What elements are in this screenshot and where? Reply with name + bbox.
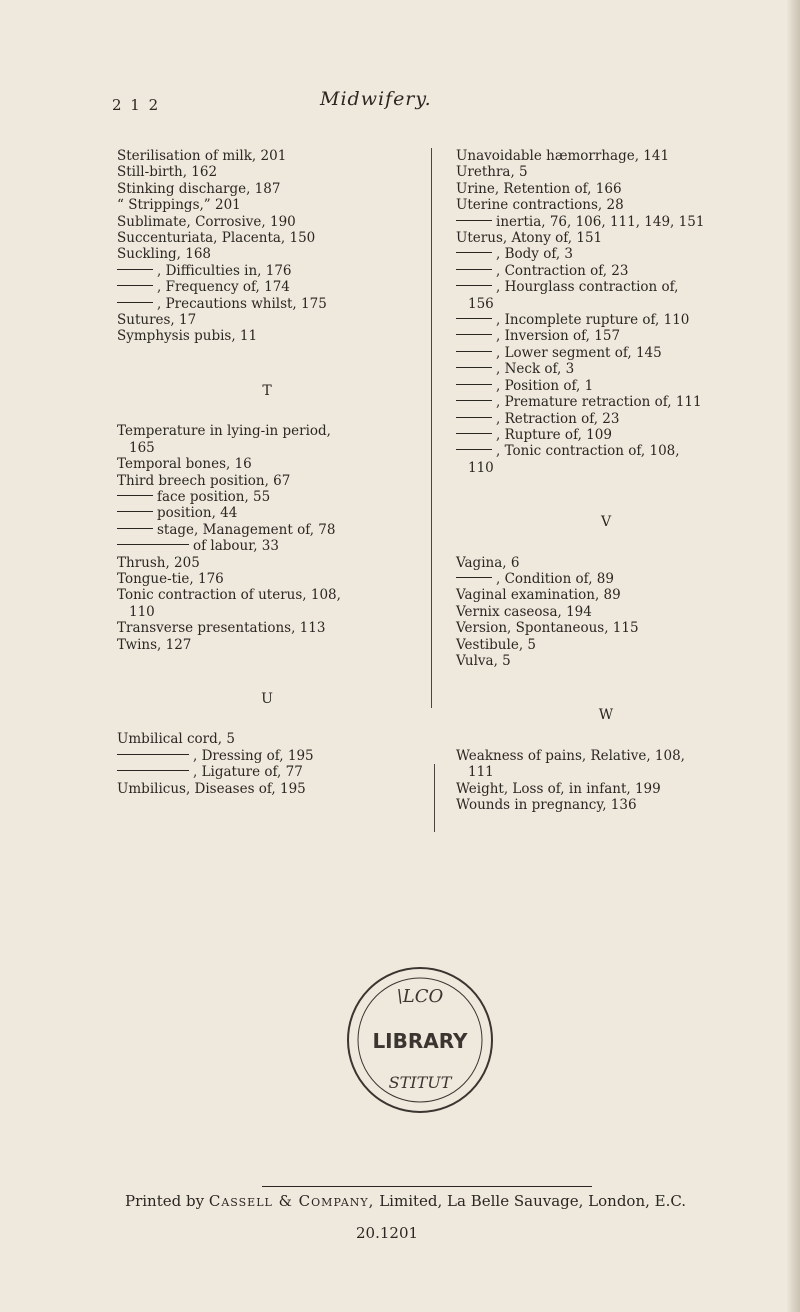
index-entry-text: , Incomplete rupture of, 110: [496, 312, 690, 329]
footer-rule: [262, 1186, 592, 1187]
index-entry-text: Uterus, Atony of, 151: [456, 230, 603, 247]
repeat-dash: [117, 511, 153, 512]
index-entry-continuation: 165: [129, 439, 155, 456]
index-entry: [117, 587, 417, 620]
library-stamp: [340, 960, 500, 1120]
index-list-s: [117, 148, 417, 345]
column-divider: [431, 148, 432, 708]
index-entry: [456, 748, 756, 781]
index-list-u: [117, 731, 417, 797]
repeat-dash: [456, 384, 492, 385]
index-entry-text: , Condition of, 89: [496, 570, 614, 587]
index-entry: [117, 328, 417, 344]
index-entry-text: , Hourglass contraction of,: [496, 279, 679, 296]
index-entry: [117, 230, 417, 246]
stamp-top-text: \LCO: [396, 986, 444, 1007]
index-entry: [456, 620, 756, 636]
index-entry: [117, 148, 417, 164]
index-entry: [456, 214, 756, 230]
index-entry-text: Uterine contractions, 28: [456, 197, 624, 214]
index-entry-text: Unavoidable hæmorrhage, 141: [456, 148, 670, 164]
index-entry: [117, 748, 417, 764]
repeat-dash: [456, 417, 492, 418]
index-entry: [117, 620, 417, 636]
index-entry-text: , Contraction of, 23: [496, 262, 629, 279]
index-entry-text: Vestibule, 5: [456, 636, 536, 653]
index-entry-text: Suckling, 168: [117, 246, 212, 263]
index-entry: [117, 571, 417, 587]
index-entry: [117, 456, 417, 472]
imprint-printed-by: Printed by: [125, 1192, 205, 1210]
index-entry-text: , Body of, 3: [496, 246, 574, 263]
index-entry: [117, 279, 417, 295]
index-entry-text: Sterilisation of milk, 201: [117, 148, 287, 164]
index-entry-text: , Rupture of, 109: [496, 426, 612, 443]
printer-imprint: [125, 1192, 800, 1210]
index-entry-text: Thrush, 205: [117, 554, 200, 571]
index-entry-text: Umbilicus, Diseases of, 195: [117, 780, 306, 797]
index-entry: [456, 797, 756, 813]
index-entry: [456, 555, 756, 571]
index-entry-text: Still-birth, 162: [117, 164, 218, 181]
index-entry-continuation: 156: [468, 295, 494, 312]
index-entry-text: , Ligature of, 77: [193, 764, 303, 781]
page-edge: [786, 0, 800, 1312]
index-entry: [456, 164, 756, 180]
index-entry-text: Weight, Loss of, in infant, 199: [456, 780, 661, 797]
index-entry: [117, 164, 417, 180]
index-entry-text: , Inversion of, 157: [496, 328, 621, 345]
repeat-dash: [117, 269, 153, 270]
index-entry: [456, 443, 756, 476]
running-title: Midwifery.: [320, 88, 432, 110]
index-entry: [456, 394, 756, 410]
index-entry: [456, 411, 756, 427]
repeat-dash: [456, 449, 492, 450]
index-entry: [456, 587, 756, 603]
index-entry-text: Vaginal examination, 89: [456, 587, 621, 604]
index-entry: [117, 263, 417, 279]
section-letter-w: W: [598, 707, 614, 724]
index-entry-text: Stinking discharge, 187: [117, 180, 281, 197]
repeat-dash: [117, 770, 189, 771]
repeat-dash: [456, 400, 492, 401]
index-entry: [456, 148, 756, 164]
repeat-dash: [456, 351, 492, 352]
index-entry-text: Transverse presentations, 113: [117, 620, 326, 637]
index-entry-text: Sutures, 17: [117, 312, 197, 329]
index-entry-text: Urethra, 5: [456, 164, 528, 181]
index-entry: [456, 653, 756, 669]
section-letter-t: T: [262, 382, 272, 399]
section-letter-v: V: [600, 514, 612, 531]
index-entry-text: Succenturiata, Placenta, 150: [117, 230, 316, 247]
index-entry-text: Version, Spontaneous, 115: [456, 620, 639, 637]
index-entry: [117, 538, 417, 554]
index-entry: [456, 181, 756, 197]
index-entry-text: face position, 55: [157, 488, 271, 505]
index-entry-text: Tongue-tie, 176: [117, 570, 224, 587]
print-code: 20.1201: [356, 1224, 419, 1242]
index-entry-text: , Precautions whilst, 175: [157, 295, 327, 312]
stamp-middle-text: LIBRARY: [372, 1029, 468, 1053]
index-entry-text: Sublimate, Corrosive, 190: [117, 213, 296, 230]
index-entry: [117, 197, 417, 213]
index-entry: [117, 637, 417, 653]
index-entry: [456, 571, 756, 587]
index-entry-text: Twins, 127: [117, 636, 192, 653]
index-entry-text: , Position of, 1: [496, 377, 594, 394]
repeat-dash: [117, 495, 153, 496]
index-entry-text: , Dressing of, 195: [193, 747, 314, 764]
index-entry-text: , Difficulties in, 176: [157, 262, 292, 279]
repeat-dash: [117, 302, 153, 303]
index-entry-text: of labour, 33: [193, 538, 279, 555]
index-entry: [117, 781, 417, 797]
index-entry: [456, 263, 756, 279]
index-entry: [117, 522, 417, 538]
index-entry-continuation: 111: [468, 764, 494, 781]
repeat-dash: [456, 318, 492, 319]
index-entry-text: , Tonic contraction of, 108,: [496, 443, 680, 460]
index-entry-text: , Premature retraction of, 111: [496, 394, 702, 411]
index-entry: [456, 345, 756, 361]
repeat-dash: [456, 433, 492, 434]
index-entry: [117, 764, 417, 780]
page-number: 2 1 2: [112, 96, 161, 114]
repeat-dash: [456, 269, 492, 270]
index-entry: [117, 505, 417, 521]
index-entry-text: Third breech position, 67: [117, 472, 291, 489]
repeat-dash: [456, 285, 492, 286]
index-entry: [456, 781, 756, 797]
index-entry: [456, 604, 756, 620]
index-entry-text: stage, Management of, 78: [157, 521, 336, 538]
index-entry: [456, 246, 756, 262]
right-column: [456, 148, 756, 813]
index-entry: [456, 230, 756, 246]
index-entry: [456, 328, 756, 344]
index-entry-text: position, 44: [157, 505, 238, 522]
index-entry: [117, 731, 417, 747]
index-entry-text: Vulva, 5: [456, 652, 511, 669]
index-entry: [456, 637, 756, 653]
index-entry-text: Umbilical cord, 5: [117, 731, 235, 748]
index-entry-text: , Neck of, 3: [496, 361, 575, 378]
repeat-dash: [117, 754, 189, 755]
index-entry: [117, 473, 417, 489]
index-entry: [117, 296, 417, 312]
index-entry-text: Vagina, 6: [456, 554, 520, 571]
index-entry: [456, 279, 756, 312]
index-entry-text: Vernix caseosa, 194: [456, 603, 592, 620]
index-entry-text: Urine, Retention of, 166: [456, 180, 622, 197]
repeat-dash: [117, 544, 189, 545]
index-list-v: [456, 555, 756, 670]
index-entry: [456, 378, 756, 394]
index-entry: [456, 312, 756, 328]
section-letter-u: U: [261, 690, 273, 707]
repeat-dash: [456, 220, 492, 221]
repeat-dash: [456, 252, 492, 253]
index-entry-text: , Lower segment of, 145: [496, 344, 662, 361]
index-entry-text: “ Strippings,” 201: [117, 197, 241, 214]
index-entry: [117, 312, 417, 328]
index-entry: [117, 489, 417, 505]
repeat-dash: [117, 285, 153, 286]
index-list-t: [117, 423, 417, 653]
stamp-bottom-text: STITUT: [388, 1073, 452, 1092]
index-entry: [117, 423, 417, 456]
index-entry-text: Tonic contraction of uterus, 108,: [117, 587, 341, 604]
imprint-printer: Cassell & Company,: [208, 1192, 375, 1210]
index-entry-text: Temperature in lying-in period,: [117, 423, 331, 440]
left-column: [117, 148, 417, 797]
index-entry-text: Weakness of pains, Relative, 108,: [456, 747, 685, 764]
index-list-u-continued: [456, 148, 756, 476]
index-entry: [456, 427, 756, 443]
repeat-dash: [456, 577, 492, 578]
index-entry: [117, 555, 417, 571]
index-entry-text: Symphysis pubis, 11: [117, 328, 258, 345]
index-entry: [117, 181, 417, 197]
index-entry: [117, 214, 417, 230]
repeat-dash: [456, 367, 492, 368]
index-entry-text: Wounds in pregnancy, 136: [456, 797, 637, 813]
repeat-dash: [117, 528, 153, 529]
index-list-w: [456, 748, 756, 814]
index-entry-continuation: 110: [129, 603, 155, 620]
index-entry-text: , Retraction of, 23: [496, 410, 620, 427]
index-entry: [456, 197, 756, 213]
index-entry-text: , Frequency of, 174: [157, 279, 290, 296]
imprint-rest: Limited, La Belle Sauvage, London, E.C.: [379, 1192, 687, 1210]
column-divider-lower: [434, 764, 435, 832]
index-entry: [117, 246, 417, 262]
repeat-dash: [456, 334, 492, 335]
index-entry-text: inertia, 76, 106, 111, 149, 151: [496, 213, 705, 230]
index-entry-continuation: 110: [468, 459, 494, 476]
index-entry: [456, 361, 756, 377]
index-entry-text: Temporal bones, 16: [117, 456, 252, 473]
